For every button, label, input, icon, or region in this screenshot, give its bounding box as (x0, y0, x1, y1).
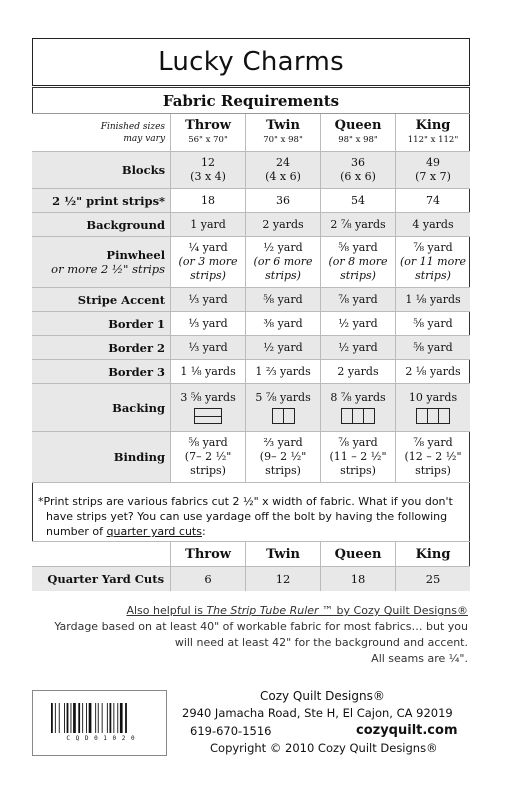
row-label (32, 384, 171, 431)
row-label (32, 312, 171, 335)
quarter-header-blank (32, 542, 171, 566)
cell-line: ⅞ yard (338, 436, 378, 449)
company-website: cozyquilt.com (356, 723, 458, 738)
cell-line: strips) (415, 464, 451, 477)
cell-line: ⅝ yard (188, 436, 228, 449)
fabric-cell (246, 432, 321, 482)
cell-line: (7– 2 ½" (184, 450, 232, 463)
fabric-row (32, 336, 470, 360)
company-phone: 619-670-1516 (190, 724, 272, 738)
fabric-cell (171, 237, 246, 287)
quarter-yard-cuts-label: Quarter Yard Cuts (32, 567, 171, 591)
cell-line: ⅔ yard (263, 436, 303, 449)
barcode-bar (117, 703, 118, 733)
barcode-bar (59, 703, 60, 733)
quarter-yard-table (32, 541, 470, 591)
fabric-cell (246, 312, 321, 335)
row-label (32, 152, 171, 188)
barcode-bar (78, 703, 80, 733)
cell-line: 74 (426, 193, 440, 207)
cell-line: ⅞ yard (413, 241, 453, 254)
barcode-bar (125, 703, 127, 733)
row-label-text: 2 ½" print strips* (52, 193, 166, 208)
row-label-text: Backing (112, 400, 166, 415)
barcode-bar (64, 703, 65, 733)
barcode-bar (95, 703, 96, 733)
row-label-text: Border 2 (108, 340, 166, 355)
fabric-row (32, 189, 470, 213)
fabric-cell (396, 189, 470, 212)
quarter-header-row (32, 541, 470, 566)
cell-line: ⅓ yard (188, 340, 228, 354)
quarter-value: 6 (171, 567, 246, 591)
cell-line: strips) (340, 269, 376, 282)
barcode-box (32, 690, 167, 756)
column-size: 70" x 98" (263, 134, 303, 145)
row-label (32, 288, 171, 311)
cell-line: 5 ⅞ yards (255, 391, 311, 404)
cell-line: ½ yard (338, 340, 378, 354)
cell-line: (7 x 7) (415, 170, 451, 183)
column-size: 98" x 98" (338, 134, 378, 145)
note-line3-post: : (201, 525, 206, 538)
cell-line: 10 yards (408, 391, 458, 404)
fabric-cell (396, 360, 470, 383)
barcode-bar (113, 703, 114, 733)
cell-line: 2 ⅛ yards (405, 364, 461, 378)
cell-line: 18 (201, 193, 216, 207)
fabric-cell (396, 384, 470, 431)
row-label-subtext: or more 2 ½" strips (51, 262, 166, 276)
cell-line: 3 ⅝ yards (180, 391, 236, 404)
column-throw (171, 114, 246, 151)
barcode-number: C Q D 0 1 0 2 0 (66, 735, 136, 742)
column-twin (246, 114, 321, 151)
column-name: King (415, 117, 451, 133)
fabric-cell (171, 384, 246, 431)
cell-line: 8 ⅞ yards (330, 391, 386, 404)
finished-sizes-line2: may vary (123, 133, 166, 144)
fabric-requirements-title: Fabric Requirements (32, 88, 470, 114)
fabric-cell (246, 152, 321, 188)
fabric-cell (246, 384, 321, 431)
fabric-cell (321, 432, 396, 482)
cell-line: 1 ⅔ yards (255, 364, 311, 378)
row-label (32, 237, 171, 287)
strip-tube-ruler-name: The Strip Tube Ruler ™ (206, 604, 334, 617)
fabric-cell (171, 152, 246, 188)
cell-line: strips) (265, 269, 301, 282)
fabric-cell (171, 360, 246, 383)
barcode-bar (102, 703, 103, 733)
cell-line: 12 (201, 156, 216, 169)
company-name: Cozy Quilt Designs® (260, 689, 385, 703)
note-line1: *Print strips are various fabrics cut 2 ½" x width of fabric. What if you don't (38, 495, 453, 508)
fabric-cell (321, 152, 396, 188)
cell-line: 4 yards (412, 217, 454, 231)
column-size: 56" x 70" (188, 134, 228, 145)
cell-line: 49 (426, 156, 440, 169)
fabric-row (32, 288, 470, 312)
quarter-value: 18 (321, 567, 396, 591)
fabric-cell (321, 384, 396, 431)
cell-line: (or 6 more (253, 255, 313, 268)
fabric-cell (321, 288, 396, 311)
barcode-bar (73, 703, 76, 733)
cell-line: 1 ⅛ yards (180, 364, 236, 378)
fabric-cell (246, 360, 321, 383)
barcode-bar (67, 703, 69, 733)
fabric-cell (396, 312, 470, 335)
quarter-header: Queen (321, 542, 396, 566)
barcode-bar (55, 703, 56, 733)
finished-sizes-line1: Finished sizes (100, 121, 166, 132)
size-header-row (32, 114, 470, 152)
cell-line: 2 yards (262, 217, 304, 231)
cell-line: (4 x 6) (265, 170, 301, 183)
pattern-title: Lucky Charms (158, 47, 344, 77)
row-label-text: Background (86, 217, 166, 232)
cell-line: strips) (415, 269, 451, 282)
fabric-row (32, 432, 470, 483)
fabric-cell (171, 432, 246, 482)
fabric-row (32, 360, 470, 384)
barcode-bar (98, 703, 99, 733)
cell-line: ⅞ yard (338, 292, 378, 306)
fabric-cell (396, 336, 470, 359)
finished-sizes-label (32, 114, 171, 151)
cell-line: (or 8 more (328, 255, 388, 268)
barcode-bar (120, 703, 123, 733)
fabric-cell (246, 237, 321, 287)
fabric-row (32, 312, 470, 336)
cell-line: 54 (351, 193, 366, 207)
barcode-bar (110, 703, 112, 733)
fabric-cell (246, 288, 321, 311)
fabric-cell (246, 189, 321, 212)
fabric-cell (396, 213, 470, 236)
cell-line: ⅝ yard (338, 241, 378, 254)
fabric-cell (321, 189, 396, 212)
row-label (32, 189, 171, 212)
cell-line: 1 ⅛ yards (405, 292, 461, 306)
cell-line: ⅜ yard (263, 316, 303, 330)
fabric-cell (246, 336, 321, 359)
help-line4: All seams are ¼". (371, 652, 468, 665)
help-line3: will need at least 42" for the background and accent. (174, 636, 468, 649)
fabric-cell (396, 432, 470, 482)
help-line1-pre: Also helpful is (126, 604, 207, 617)
barcode-bar (82, 703, 83, 733)
row-label (32, 360, 171, 383)
backing-layout-icon (341, 408, 375, 424)
row-label (32, 336, 171, 359)
cell-line: 2 ⅞ yards (330, 217, 386, 231)
company-address: 2940 Jamacha Road, Ste H, El Cajon, CA 92019 (182, 706, 453, 720)
cell-line: (or 11 more (400, 255, 466, 268)
fabric-cell (171, 213, 246, 236)
barcode-bar (86, 703, 87, 733)
help-line1-post: by Cozy Quilt Designs® (333, 604, 468, 617)
fabric-cell (321, 360, 396, 383)
barcode-bar (107, 703, 108, 733)
pattern-title-box (32, 38, 470, 86)
cell-line: ⅝ yard (413, 340, 453, 354)
quarter-values-row (32, 566, 470, 591)
cell-line: 36 (351, 156, 366, 169)
fabric-cell (246, 213, 321, 236)
cell-line: 1 yard (190, 217, 226, 231)
fabric-cell (171, 336, 246, 359)
cell-line: ½ yard (338, 316, 378, 330)
column-name: Twin (266, 117, 300, 133)
column-queen (321, 114, 396, 151)
backing-layout-icon (272, 408, 295, 424)
cell-line: strips) (265, 464, 301, 477)
fabric-cell (321, 312, 396, 335)
quarter-header: King (415, 546, 451, 562)
quarter-header: Twin (246, 542, 321, 566)
fabric-cell (171, 189, 246, 212)
row-label-text: Pinwheel (106, 248, 166, 262)
column-king (396, 114, 470, 151)
column-size: 112" x 112" (407, 134, 459, 145)
cell-line: ¼ yard (188, 241, 228, 254)
cell-line: (3 x 4) (190, 170, 226, 183)
cell-line: ⅞ yard (413, 436, 453, 449)
help-notes (48, 603, 468, 667)
cell-line: ⅓ yard (188, 292, 228, 306)
fabric-cell (171, 312, 246, 335)
fabric-row (32, 213, 470, 237)
fabric-cell (321, 336, 396, 359)
note-line2: have strips yet? You can use yardage off the bolt by having the following (46, 510, 448, 523)
cell-line: ⅓ yard (188, 316, 228, 330)
cell-line: ⅝ yard (413, 316, 453, 330)
cell-line: strips) (340, 464, 376, 477)
fabric-cell (321, 237, 396, 287)
cell-line: ⅝ yard (263, 292, 303, 306)
row-label (32, 432, 171, 482)
quarter-value: 25 (425, 572, 441, 586)
barcode-bar (51, 703, 53, 733)
fabric-row (32, 152, 470, 189)
quarter-value: 12 (246, 567, 321, 591)
note-line3-pre: number of (46, 525, 107, 538)
help-line2: Yardage based on at least 40" of workable fabric for most fabrics… but you (54, 620, 468, 633)
cell-line: 2 yards (337, 364, 379, 378)
row-label-text: Blocks (121, 163, 166, 177)
barcode-bar (71, 703, 72, 733)
cell-line: strips) (190, 464, 226, 477)
quarter-yard-cuts-link: quarter yard cuts (106, 525, 202, 538)
cell-line: (11 – 2 ½" (329, 450, 387, 463)
cell-line: (or 3 more (178, 255, 238, 268)
cell-line: (9– 2 ½" (259, 450, 307, 463)
cell-line: ½ yard (263, 241, 303, 254)
cell-line: (12 – 2 ½" (404, 450, 462, 463)
fabric-requirements-table (32, 114, 470, 483)
row-label (32, 213, 171, 236)
barcode-bar (89, 703, 92, 733)
row-label-text: Border 1 (108, 316, 166, 331)
company-copyright: Copyright © 2010 Cozy Quilt Designs® (210, 741, 438, 755)
backing-layout-icon (416, 408, 450, 424)
cell-line: 36 (276, 193, 291, 207)
cell-line: strips) (190, 269, 226, 282)
fabric-cell (396, 152, 470, 188)
fabric-cell (171, 288, 246, 311)
quarter-header: Throw (171, 542, 246, 566)
row-label-text: Border 3 (108, 364, 166, 379)
column-name: Throw (185, 117, 231, 133)
row-label-text: Binding (113, 450, 166, 464)
fabric-row (32, 384, 470, 432)
backing-layout-icon (194, 408, 222, 424)
fabric-cell (396, 288, 470, 311)
row-label-text: Stripe Accent (77, 292, 166, 307)
fabric-cell (396, 237, 470, 287)
print-strips-note (38, 494, 464, 539)
barcode (51, 703, 151, 733)
cell-line: (6 x 6) (340, 170, 376, 183)
fabric-row (32, 237, 470, 288)
column-name: Queen (334, 117, 382, 133)
cell-line: 24 (276, 156, 291, 169)
cell-line: ½ yard (263, 340, 303, 354)
fabric-cell (321, 213, 396, 236)
